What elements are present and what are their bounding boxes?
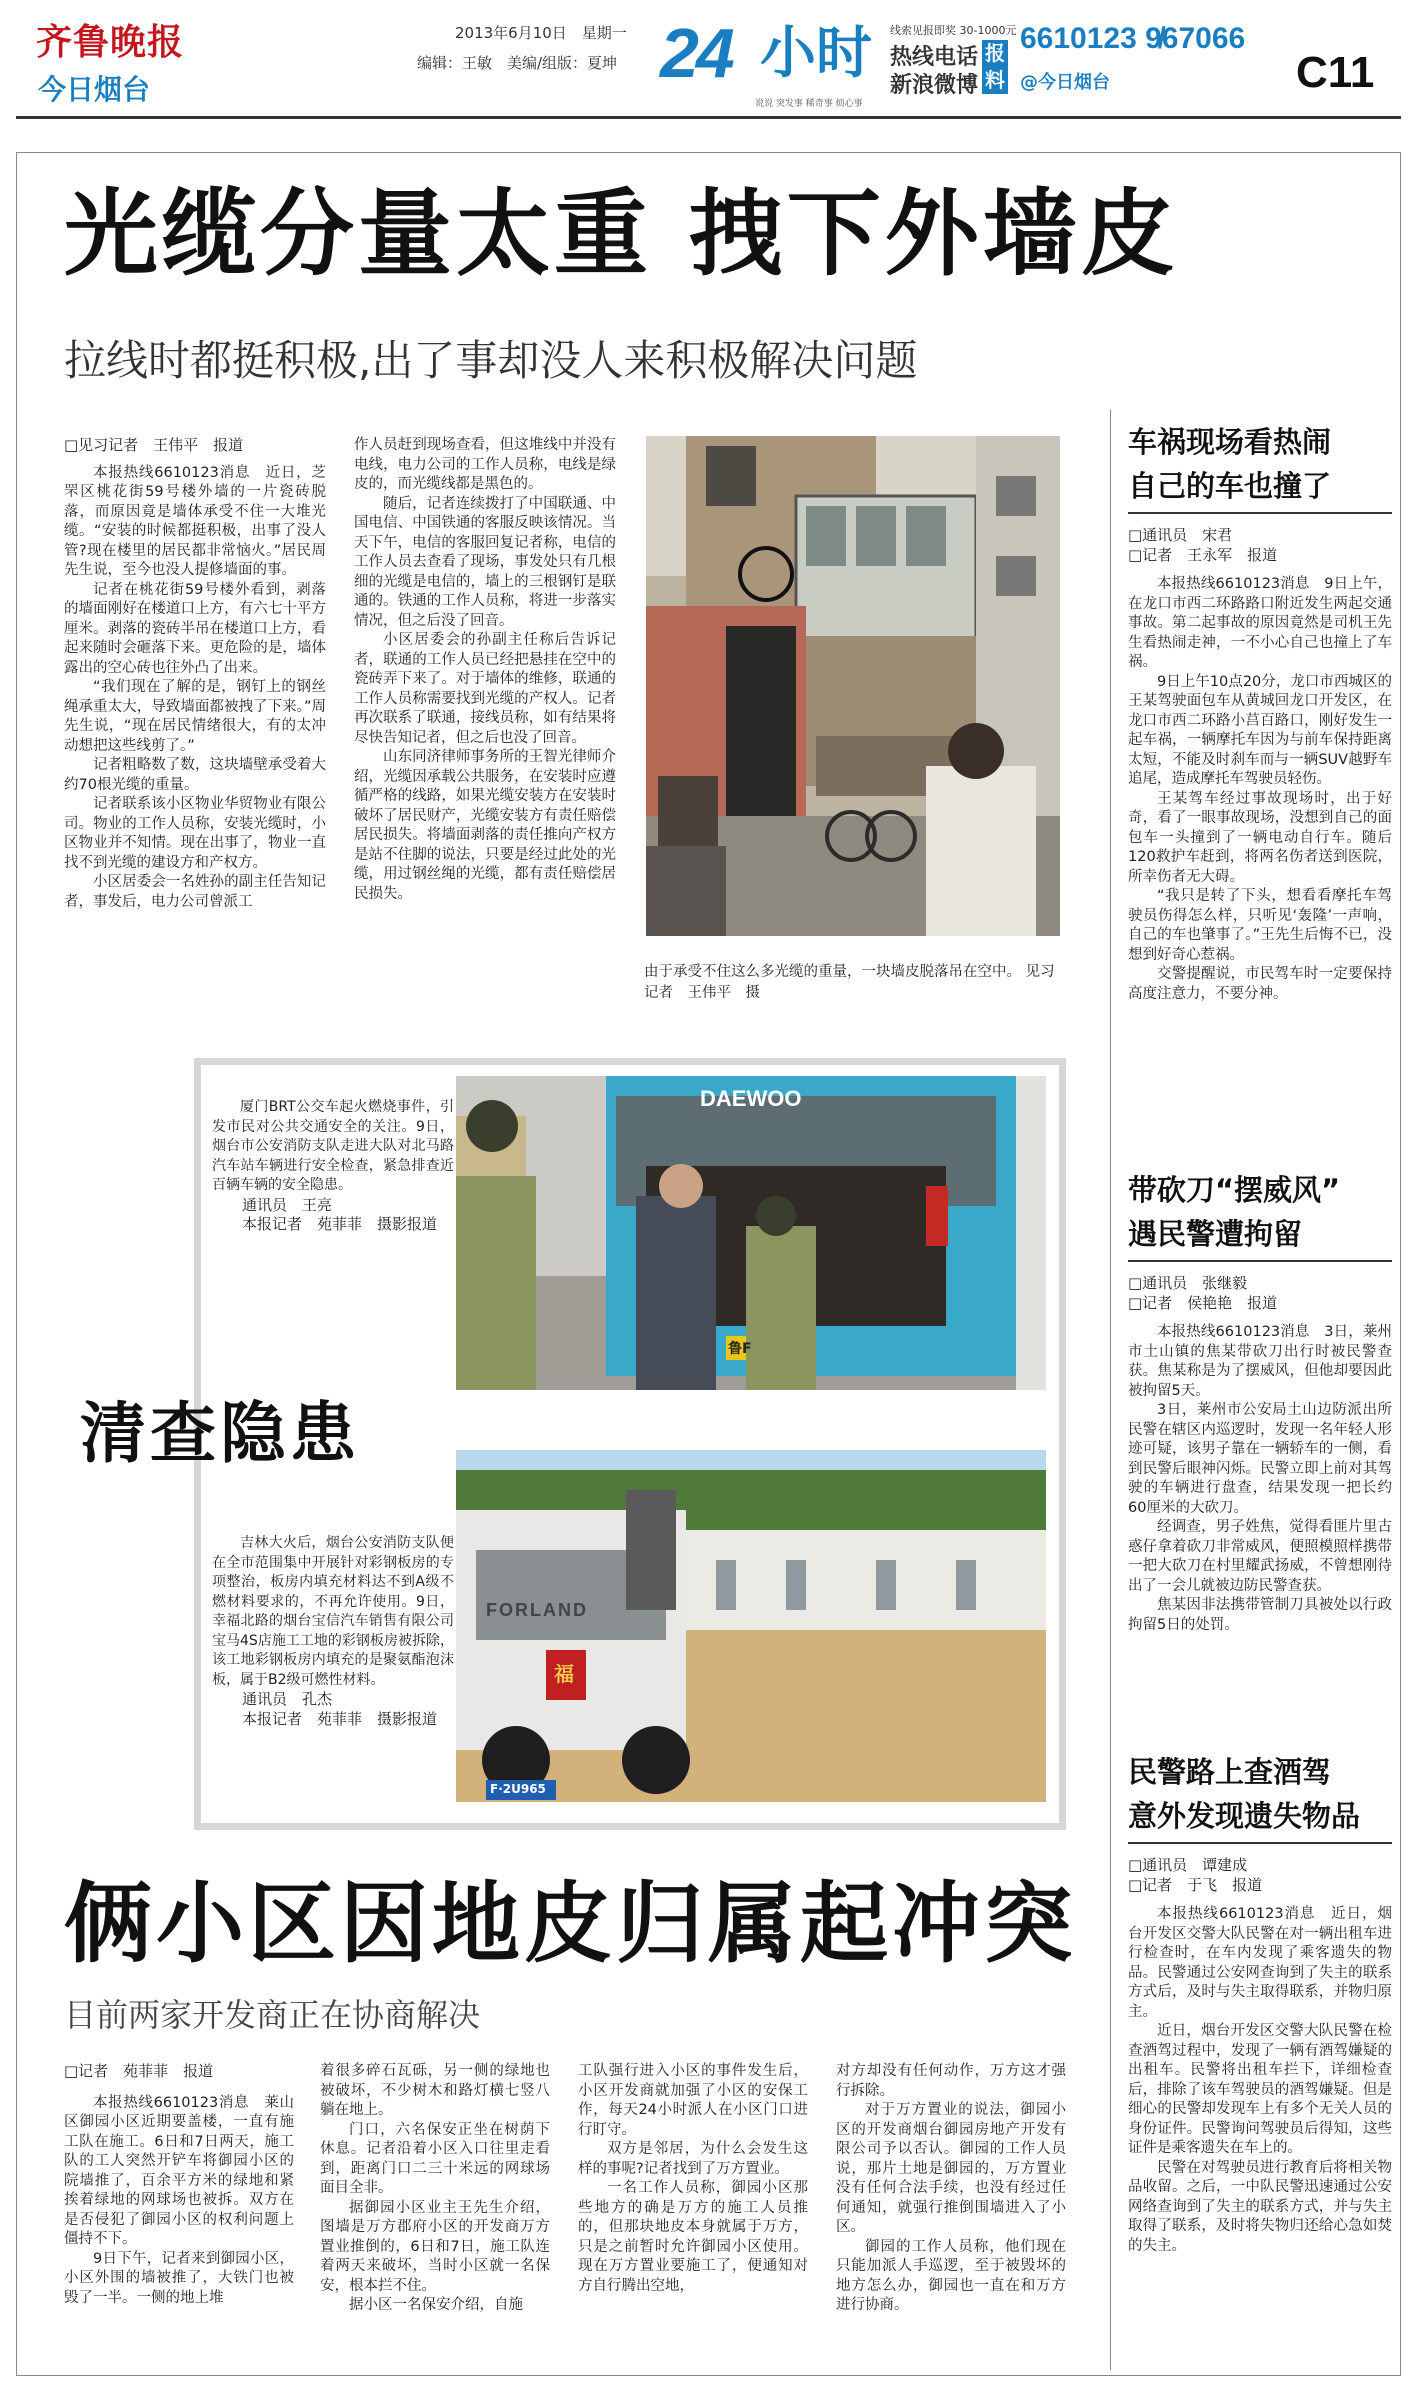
issue-date: 2013年6月10日 星期一 — [455, 24, 627, 42]
paragraph: 本报热线6610123消息 近日，烟台开发区交警大队民警在对一辆出租车进行检查时，在车内发现了乘客遗失的物品。民警通过公安网查询到了失主的联系方式后，及时与失主取得联系，并物归原主。 — [1128, 1906, 1392, 2020]
paragraph: 记者在桃花街59号楼外看到，剥落的墙面刚好在楼道口上方，有六七十平方厘米。剥落的瓷砖半吊在楼道口上方，看起来随时会砸落下来。更危险的是，墙体露出的空心砖也往外凸了出来。 — [64, 581, 326, 676]
section-name: 今日烟台 — [38, 73, 151, 106]
editors-line: 编辑：王敏 美编/组版：夏坤 — [417, 54, 618, 72]
main-subheadline: 拉线时都挺积极,出了事却没人来积极解决问题 — [64, 336, 918, 385]
story-title: 民警路上查酒驾 — [1128, 1755, 1332, 1789]
paragraph: 小区居委会的孙副主任称后告诉记者，联通的工作人员已经把悬挂在空中的瓷砖弄下来了。对于墙体的维修，联通的工作人员称需要找到光缆的产权人。记者再次联系了联通，接线员称，如有结果将尽快告知记者，但之后也没了回音。 — [354, 632, 616, 746]
main-column-1 — [64, 436, 326, 912]
story-title: 自己的车也撞了 — [1128, 469, 1332, 503]
byline: □记者 王永军 报道 — [1128, 545, 1278, 564]
story-title: 车祸现场看热闹 — [1128, 425, 1332, 459]
paragraph: 对方却没有任何动作，万方这才强行拆除。 — [836, 2063, 1066, 2099]
sidebar-story-knife — [1128, 1168, 1392, 1635]
truck-brand: FORLAND — [486, 1600, 588, 1620]
bus-brand: DAEWOO — [700, 1086, 802, 1111]
byline: □通讯员 宋君 — [1128, 526, 1233, 544]
paragraph: 9日下午，记者来到御园小区，小区外围的墙被推了，大铁门也被毁了一半。一侧的地上堆 — [64, 2250, 294, 2306]
bottom-subheadline: 目前两家开发商正在协商解决 — [64, 1996, 481, 2034]
paragraph: 厦门BRT公交车起火燃烧事件，引发市民对公共交通安全的关注。9日，烟台市公安消防支队走进大队对北马路汽车站车辆进行安全检查，紧急排查近百辆车辆的安全隐患。 — [212, 1099, 454, 1193]
bottom-headline: 俩小区因地皮归属起冲突 — [64, 1872, 1077, 1975]
weibo-handle: @今日烟台 — [1020, 72, 1110, 93]
paragraph: 御园的工作人员称，他们现在只能加派人手巡逻，至于被毁坏的地方怎么办，御园也一直在和万方进行协商。 — [836, 2238, 1066, 2313]
paragraph: 据御园小区业主王先生介绍，图墙是万方郡府小区的开发商万方置业推倒的，6日和7日，施工队连着两天来破坏，当时小区就一名保安，根本拦不住。 — [320, 2199, 550, 2294]
paragraph: 山东同济律师事务所的王智光律师介绍，光缆因承载公共服务，在安装时应遵循严格的线路，如果光缆安装方在安装时破坏了居民财产，光缆安装方有责任赔偿居民损失。将墙面剥落的责任推向产权方是站不住脚的说法，只要是经过此处的光缆，用过钢丝绳的光缆，都有责任赔偿居民损失。 — [354, 749, 616, 902]
sidebar-story-accident — [1128, 420, 1392, 1004]
paragraph: 对于万方置业的说法，御园小区的开发商烟台御园房地产开发有限公司予以否认。御园的工作人员说，那片土地是御园的，万方置业没有任何合法手续，也没有经过任何通知，就强行推倒围墙进入了小区。 — [836, 2102, 1066, 2235]
paragraph: 双方是邻居，为什么会发生这样的事呢?记者找到了万方置业。 — [578, 2141, 808, 2177]
paragraph: 记者粗略数了数，这块墙壁承受着大约70根光缆的重量。 — [64, 757, 326, 793]
title-rule — [1128, 512, 1392, 514]
reward-line: 线索见报即奖 30-1000元 — [890, 24, 1017, 37]
paragraph: 随后，记者连续拨打了中国联通、中国电信、中国铁通的客服反映该情况。当天下午，电信的客服回复记者称，电信的工作人员去查看了现场，事发处只有几根细的光缆是电信的，墙上的三根钢钉是联通的。铁通的工作人员称，将进一步落实情况，但之后没了回音。 — [354, 495, 616, 629]
brt-byline-2: 本报记者 苑菲菲 摄影报道 — [242, 1215, 438, 1233]
paragraph: 9日上午10点20分，龙口市西城区的王某驾驶面包车从黄城回龙口开发区，在龙口市西二环路小莒百路口，刚好发生一起车祸，一辆摩托车因为与前车保持距离太短，不能及时刹车而与一辆SUV越野车追尾，造成摩托车驾驶员轻伤。 — [1128, 673, 1392, 787]
brt-byline-1: 通讯员 王亮 — [242, 1195, 333, 1214]
van-byline-1: 通讯员 孔杰 — [242, 1690, 333, 1708]
van-text-block — [212, 1534, 454, 1729]
main-column-2 — [354, 436, 616, 904]
sidebar-story-lost-items — [1128, 1750, 1392, 2256]
paragraph: 本报热线6610123消息 9日上午，在龙口市西二环路路口附近发生两起交通事故。第二起事故的原因竟然是司机王先生看热闹走神，一不小心自己也撞上了车祸。 — [1128, 576, 1392, 670]
bus-plate: 鲁F — [728, 1341, 752, 1357]
brand-number: 24 — [660, 14, 732, 92]
building-photo — [646, 436, 1060, 936]
paragraph: 工队强行进入小区的事件发生后，小区开发商就加强了小区的安保工作，每天24小时派人在小区门口进行盯守。 — [578, 2063, 808, 2138]
paragraph: 王某驾车经过事故现场时，出于好奇，看了一眼事故现场，没想到自己的面包车一头撞到了一辆电动自行车。随后120救护车赶到，将两名伤者送到医院，所幸伤者无大碍。 — [1128, 790, 1392, 885]
story-title: 意外发现遗失物品 — [1128, 1799, 1361, 1833]
brand-slogan: 说说 突发事 稀奇事 烦心事 — [755, 99, 863, 109]
bottom-column-1 — [64, 2062, 294, 2308]
paragraph: 民警在对驾驶员进行教育后将相关物品收留。之后，一中队民警迅速通过公安网络查询到了失主的联系方式，并与失主取得了联系，及时将失物归还给心急如焚的失主。 — [1128, 2159, 1392, 2254]
paragraph: 近日，烟台开发区交警大队民警在检查酒驾过程中，发现了一辆有酒驾嫌疑的出租车。民警将出租车拦下，详细检查后，排除了该车驾驶员的酒驾嫌疑。但是细心的民警却发现车上有多个无关人员的身份证件。民警询问驾驶员后得知，这些证件是乘客遗失在车上的。 — [1128, 2023, 1392, 2156]
fu-character: 福 — [554, 1662, 574, 1686]
bottom-column-2 — [320, 2062, 550, 2316]
brt-text-block — [212, 1098, 454, 1235]
bottom-column-4 — [836, 2062, 1066, 2316]
story-title: 遇民警遭拘留 — [1128, 1217, 1303, 1251]
hotline-phone: 6610123 9̸67066 — [1020, 22, 1246, 55]
byline: □通讯员 谭建成 — [1128, 1856, 1248, 1874]
byline: □记者 于飞 报道 — [1128, 1875, 1263, 1894]
paragraph: “我只是转了下头，想看看摩托车驾驶员伤得怎么样，只听见‘轰隆’一声响，自己的车也肇事了。”王先生后悔不已，没想到好奇心惹祸。 — [1128, 888, 1392, 963]
byline: □通讯员 张继毅 — [1128, 1274, 1248, 1292]
truck-demolition-photo — [456, 1450, 1046, 1802]
byline: □记者 侯艳艳 报道 — [1128, 1293, 1278, 1312]
paragraph: 据小区一名保安介绍，自施 — [349, 2297, 523, 2313]
paragraph: 着很多碎石瓦砾，另一侧的绿地也被破坏，不少树木和路灯横七竖八躺在地上。 — [320, 2063, 550, 2118]
title-rule — [1128, 1842, 1392, 1844]
paragraph: 3日，莱州市公安局土山边防派出所民警在辖区内巡逻时，发现一名年轻人形迹可疑，该男子靠在一辆轿车的一侧，看到民警后眼神闪烁。民警立即上前对其驾驶的车辆进行盘查，结果发现一把长约60厘米的大砍刀。 — [1128, 1402, 1392, 1516]
paragraph: 小区居委会一名姓孙的副主任告知记者，事发后，电力公司曾派工 — [64, 874, 326, 910]
main-headline: 光缆分量太重 拽下外墙皮 — [64, 180, 1179, 289]
truck-plate: F·2U965 — [490, 1782, 546, 1796]
paragraph: 本报热线6610123消息 3日，莱州市土山镇的焦某带砍刀出行时被民警查获。焦某称是为了摆威风，但他却要因此被拘留5天。 — [1128, 1324, 1392, 1399]
paragraph: 记者联系该小区物业华贸物业有限公司。物业的工作人员称，安装光缆时，小区物业并不知情。现在出事了，物业一直找不到光缆的建设方和产权方。 — [64, 796, 326, 871]
van-byline-2: 本报记者 苑菲菲 摄影报道 — [242, 1709, 438, 1728]
weibo-label: 新浪微博 — [890, 73, 979, 98]
hotline-label: 热线电话 — [890, 45, 979, 70]
paragraph: 本报热线6610123消息 近日，芝罘区桃花街59号楼外墙的一片瓷砖脱落，而原因竟是墙体承受不住一大堆光缆。“安装的时候都挺积极，出事了没人管?现在楼里的居民都非常恼火。”居民周先生说，至今也没人提修墙面的事。 — [64, 464, 326, 578]
feature-title: 清查隐患 — [80, 1395, 360, 1472]
story-title: 带砍刀“摆威风” — [1128, 1173, 1341, 1207]
tipoff-badge: 报料 — [982, 40, 1008, 94]
paragraph: 门口，六名保安正坐在树荫下休息。记者沿着小区入口往里走看到，距离门口二三十米远的网球场面目全非。 — [320, 2121, 550, 2196]
paragraph: 一名工作人员称，御园小区那些地方的确是万方的施工人员推的，但那块地皮本身就属于万方，只是之前暂时允许御园小区使用。现在万方置业要施工了，便通知对方自行腾出空地， — [578, 2180, 808, 2294]
main-photo-caption: 由于承受不住这么多光缆的重量，一块墙皮脱落吊在空中。 见习记者 王伟平 摄 — [644, 964, 1055, 1001]
paragraph: 交警提醒说，市民驾车时一定要保持高度注意力，不要分神。 — [1128, 966, 1392, 1002]
header-rule — [16, 116, 1401, 119]
brand-text: 小时 — [760, 21, 872, 86]
paragraph: 焦某因非法携带管制刀具被处以行政拘留5日的处罚。 — [1128, 1597, 1392, 1633]
paragraph: 本报热线6610123消息 莱山区御园小区近期要盖楼，一直有施工队在施工。6日和7日两天，施工队的工人突然开铲车将御园小区的院墙推了，百余平方米的绿地和紧挨着绿地的网球场也被拆。双方在是否侵犯了御园小区的权利问题上僵持不下。 — [64, 2094, 294, 2247]
bottom-byline: □记者 苑菲菲 报道 — [64, 2062, 214, 2080]
paragraph: 吉林大火后，烟台公安消防支队便在全市范围集中开展针对彩钢板房的专项整治，板房内填充材料达不到A级不燃材料要求的，不再允许使用。9日，幸福北路的烟台宝信汽车销售有限公司宝马4S店施工工地的彩钢板房被拆除，该工地彩钢板房内填充的是聚氨酯泡沫板，属于B2级可燃性材料。 — [212, 1535, 454, 1688]
paragraph: 经调查，男子姓焦，觉得看匪片里古惑仔拿着砍刀非常威风，便照模照样携带一把大砍刀在村里耀武扬威，不曾想刚待出了一会儿就被边防民警查获。 — [1128, 1519, 1392, 1594]
main-byline: □见习记者 王伟平 报道 — [64, 436, 244, 454]
sidebar-divider — [1110, 410, 1111, 2370]
paragraph: 作人员赶到现场查看，但这堆线中并没有电线，电力公司的工作人员称，电线是绿皮的，而光缆线都是黑色的。 — [354, 437, 616, 492]
paragraph: “我们现在了解的是，钢钉上的钢丝绳承重太大，导致墙面都被拽了下来。”周先生说，“现在居民情绪很大，有的太冲动想把这些线剪了。” — [64, 679, 326, 754]
page-number: C11 — [1296, 48, 1375, 97]
newspaper-logo: 齐鲁晚报 — [36, 21, 185, 63]
title-rule — [1128, 1260, 1392, 1262]
bus-inspection-photo — [456, 1076, 1046, 1390]
bottom-column-3 — [578, 2062, 808, 2296]
